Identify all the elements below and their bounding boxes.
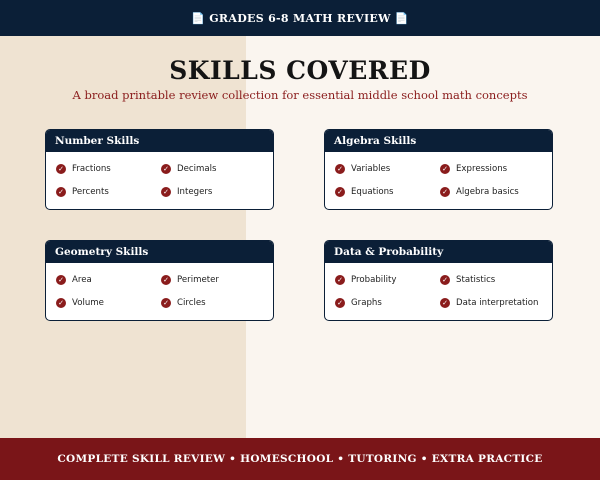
skill-label: Expressions xyxy=(456,163,508,174)
skill-item xyxy=(335,295,440,310)
check-icon: ✓ xyxy=(440,275,450,285)
skill-item xyxy=(161,161,271,176)
card-title: Geometry Skills xyxy=(46,241,273,263)
skill-item xyxy=(56,161,161,176)
card-algebra-skills xyxy=(324,129,553,210)
card-data-probability xyxy=(324,240,553,321)
skill-item xyxy=(440,184,550,199)
skill-item xyxy=(56,272,161,287)
skill-label: Area xyxy=(72,274,92,285)
check-icon: ✓ xyxy=(440,164,450,174)
page-subtitle: A broad printable review collection for essential middle school math concepts xyxy=(72,88,528,102)
top-banner xyxy=(0,0,600,36)
card-title: Algebra Skills xyxy=(325,130,552,152)
skill-label: Equations xyxy=(351,186,394,197)
card-title: Number Skills xyxy=(46,130,273,152)
skill-item xyxy=(161,272,271,287)
skill-label: Variables xyxy=(351,163,391,174)
skill-item xyxy=(161,184,271,199)
skill-item xyxy=(161,295,271,310)
top-banner-text: 📄 GRADES 6-8 MATH REVIEW 📄 xyxy=(191,11,409,25)
footer-text: COMPLETE SKILL REVIEW • HOMESCHOOL • TUTORING • EXTRA PRACTICE xyxy=(57,453,543,465)
check-icon: ✓ xyxy=(161,164,171,174)
card-title: Data & Probability xyxy=(325,241,552,263)
skill-item xyxy=(56,295,161,310)
skill-label: Perimeter xyxy=(177,274,219,285)
check-icon: ✓ xyxy=(440,187,450,197)
skill-item xyxy=(335,184,440,199)
skill-label: Volume xyxy=(72,297,104,308)
check-icon: ✓ xyxy=(335,298,345,308)
skill-item xyxy=(440,161,550,176)
check-icon: ✓ xyxy=(335,187,345,197)
skill-label: Algebra basics xyxy=(456,186,519,197)
skill-item xyxy=(440,272,550,287)
skill-label: Data interpretation xyxy=(456,297,539,308)
check-icon: ✓ xyxy=(335,275,345,285)
check-icon: ✓ xyxy=(161,187,171,197)
skill-label: Statistics xyxy=(456,274,496,285)
check-icon: ✓ xyxy=(56,298,66,308)
check-icon: ✓ xyxy=(161,275,171,285)
check-icon: ✓ xyxy=(440,298,450,308)
skill-item xyxy=(440,295,550,310)
page-title: SKILLS COVERED xyxy=(169,56,431,85)
check-icon: ✓ xyxy=(335,164,345,174)
skill-label: Fractions xyxy=(72,163,111,174)
skill-item xyxy=(335,161,440,176)
check-icon: ✓ xyxy=(56,275,66,285)
skill-item xyxy=(335,272,440,287)
card-geometry-skills xyxy=(45,240,274,321)
check-icon: ✓ xyxy=(56,187,66,197)
check-icon: ✓ xyxy=(161,298,171,308)
card-number-skills xyxy=(45,129,274,210)
skill-label: Percents xyxy=(72,186,109,197)
skill-item xyxy=(56,184,161,199)
skill-label: Graphs xyxy=(351,297,382,308)
skill-label: Integers xyxy=(177,186,213,197)
check-icon: ✓ xyxy=(56,164,66,174)
skill-label: Probability xyxy=(351,274,397,285)
skill-label: Circles xyxy=(177,297,206,308)
footer-banner xyxy=(0,438,600,480)
skill-label: Decimals xyxy=(177,163,217,174)
